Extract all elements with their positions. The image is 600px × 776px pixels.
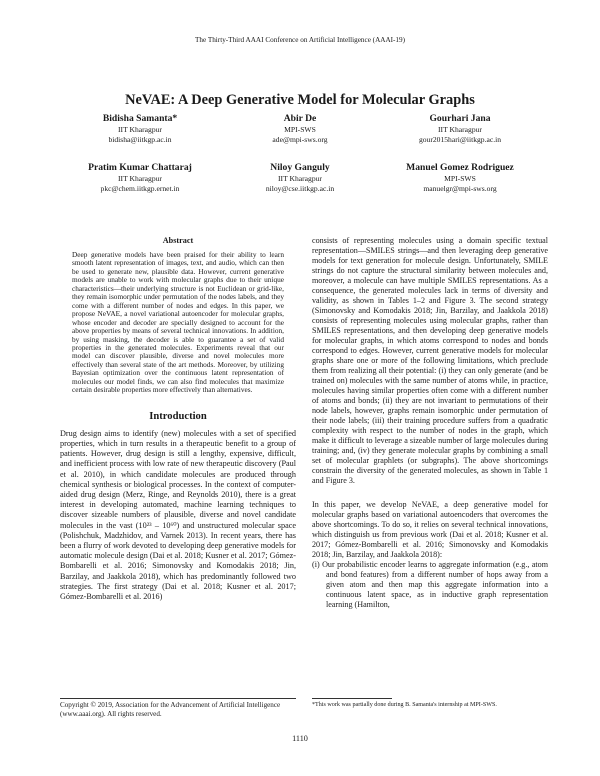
- author-email: ade@mpi-sws.org: [272, 135, 328, 145]
- paper-title: NeVAE: A Deep Generative Model for Molecular Graphs: [125, 92, 475, 108]
- author-affiliation: MPI-SWS: [284, 125, 316, 134]
- author-name: Niloy Ganguly: [270, 162, 330, 173]
- author-affiliation: IIT Kharagpur: [118, 125, 162, 134]
- abstract-body: Deep generative models have been praised for their ability to learn smooth latent representation of images, text, and audio, which can then be used to generate new, plausible data. However, current generative models are unable to work with molecular graphs due to their unique characteristics—their underlying structure is not Euclidean or grid-like, they remain isomorphic under permutation of the nodes labels, and they come with a different number of nodes and edges. In this paper, we propose NeVAE, a novel variational autoencoder for molecular graphs, whose encoder and decoder are specially designed to account for the above properties by means of several technical innovations. In addition, by using masking, the decoder is able to guarantee a set of valid properties in the generated molecules. Experiments reveal that our model can discover plausible, diverse and novel molecules more effectively than several state of the art methods. Moreover, by utilizing Bayesian optimization over the continuous latent representation of molecules our model finds, we can also find molecules that maximize certain desirable properties more effectively than alternatives.: [72, 250, 284, 395]
- conference-header: The Thirty-Third AAAI Conference on Artificial Intelligence (AAAI-19): [194, 36, 406, 44]
- body-paragraph: consists of representing molecules using a domain specific textual representation—SMILES strings—and then leveraging deep generative models for text generation for molecule design. Unfortunately, SMILE strings do not capture the structural similarity between molecules and, moreover, a molecule can have multiple SMILES representations. As a consequence, the generated molecules lack in terms of diversity and validity, as shown in Tables 1–2 and Figure 3. The second strategy (Simonovsky and Komodakis 2018; Jin, Barzilay, and Jaakkola 2018) consists of representing molecules using molecular graphs, rather than SMILES representations, and then developing deep generative models for molecular graphs, in which atoms correspond to nodes and bonds correspond to edges. However, current generative models for molecular graphs share one or more of the following limitations, which preclude them from realizing all their potential: (i) they can only generate (and be trained on) molecules with the same number of atoms while, in practice, molecules having similar properties often come with a different number of atoms and bonds; (ii) they are not invariant to permutations of their node labels, however, graphs remain isomorphic under permutation of their node labels; (iii) their training procedure suffers from a quadratic complexity with respect to the number of nodes in the graph, which make it difficult to leverage a sizeable number of large molecules during training; and, (iv) they generate molecular graphs by combining a small set of molecular graphlets (or subgraphs). The above shortcomings constrain the diversity of the generated molecules, as shown in Table 1 and Figure 3.: [312, 236, 548, 485]
- author-affiliation: IIT Kharagpur: [438, 125, 482, 134]
- author-name: Gourhari Jana: [429, 113, 491, 124]
- footnote-text: *This work was partially done during B. Samanta's internship at MPI-SWS.: [312, 702, 497, 708]
- copyright-notice: Copyright © 2019, Association for the Advancement of Artificial Intelligence (www.aaai.org). All rights reserved.: [60, 698, 296, 719]
- author-email: pkc@chem.iitkgp.ernet.in: [100, 184, 180, 194]
- author-affiliation: IIT Kharagpur: [118, 174, 162, 183]
- author-email: manuelgr@mpi-sws.org: [423, 184, 497, 194]
- abstract-heading: Abstract: [162, 236, 194, 245]
- introduction-heading: Introduction: [149, 410, 207, 422]
- footnote-divider: [312, 698, 392, 699]
- author-block: [365, 162, 555, 195]
- author-block: [365, 113, 555, 146]
- author-affiliation: MPI-SWS: [444, 174, 476, 183]
- author-email: niloy@cse.iitkgp.ac.in: [265, 184, 335, 194]
- right-column: [312, 236, 548, 610]
- author-name: Bidisha Samanta*: [102, 113, 178, 124]
- author-name: Pratim Kumar Chattaraj: [88, 162, 192, 173]
- left-column: [60, 236, 296, 602]
- author-name: Abir De: [283, 113, 317, 124]
- footnote: [312, 698, 548, 709]
- contribution-list-item: (i) Our probabilistic encoder learns to aggregate information (e.g., atom and bond features) from a different number of hops away from a given atom and then map this aggregate information into a continuous latent space, as in inductive graph representation learning (Hamilton,: [312, 560, 548, 609]
- author-email: bidisha@iitkgp.ac.in: [108, 135, 172, 145]
- author-affiliation: IIT Kharagpur: [278, 174, 322, 183]
- introduction-paragraph: Drug design aims to identify (new) molecules with a set of specified properties, which in turn results in a therapeutic benefit to a group of patients. However, drug design is still a lengthy, expensive, difficult, and inefficient process with low rate of new therapeutic discovery (Paul et al. 2010), in which candidate molecules are produced through chemical synthesis or biological processes. In the context of computer-aided drug design (Merz, Ringe, and Reynolds 2010), there is a great interest in developing automated, machine learning techniques to discover sizeable numbers of plausible, diverse and novel candidate molecules in the vast (10²³ – 10⁶⁰) and unstructured molecular space (Polishchuk, Madzhidov, and Varnek 2013). In recent years, there has been a flurry of work devoted to developing deep generative models for automatic molecule design (Dai et al. 2018; Kusner et al. 2017; Gómez-Bombarelli et al. 2016; Simonovsky and Komodakis 2018; Jin, Barzilay, and Jaakkola 2018), which has predominantly followed two strategies. The first strategy (Dai et al. 2018; Kusner et al. 2017; Gómez-Bombarelli et al. 2016): [60, 428, 296, 601]
- page-number: 1110: [292, 734, 308, 743]
- author-name: Manuel Gomez Rodriguez: [406, 162, 514, 173]
- body-paragraph: In this paper, we develop NeVAE, a deep generative model for molecular graphs based on variational autoencoders that overcomes the above shortcomings. To do so, it relies on several technical innovations, which distinguish us from previous work (Dai et al. 2018; Kusner et al. 2017; Gómez-Bombarelli et al. 2016; Simonovsky and Komodakis 2018; Jin, Barzilay, and Jaakkola 2018):: [312, 500, 548, 559]
- author-email: gour2015hari@iitkgp.ac.in: [418, 135, 502, 145]
